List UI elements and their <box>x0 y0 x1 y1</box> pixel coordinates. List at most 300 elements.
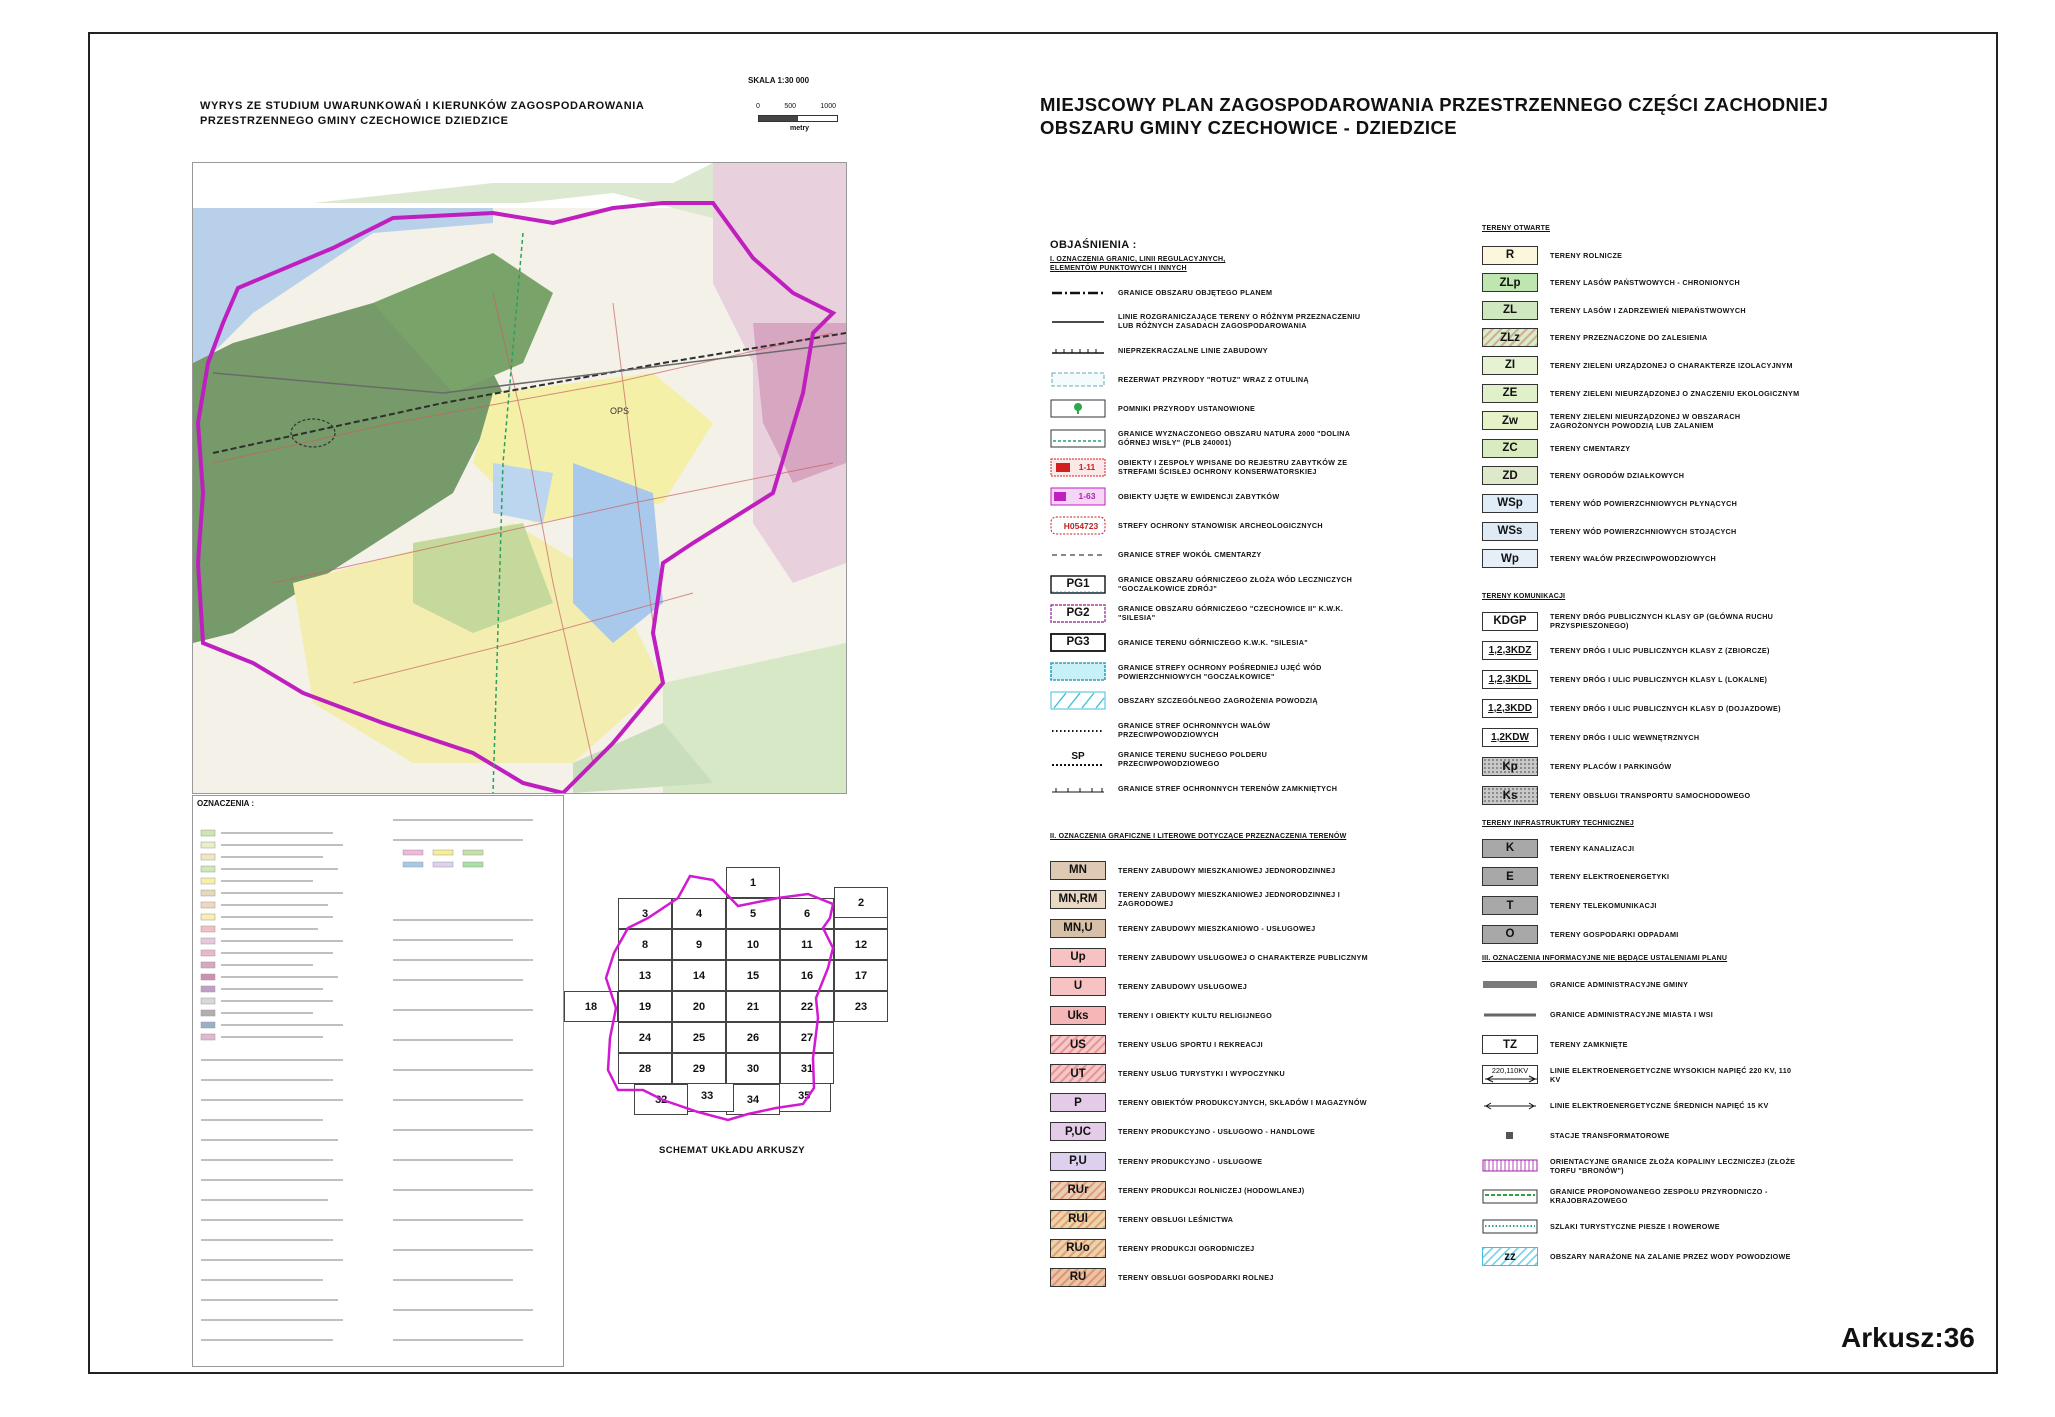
legend-label: TERENY WAŁÓW PRZECIWPOWODZIOWYCH <box>1550 554 1716 564</box>
legend-label: LINIE ELEKTROENERGETYCZNE ŚREDNICH NAPIĘĆ 15 KV <box>1550 1100 1769 1110</box>
legend-label: TERENY DRÓG I ULIC PUBLICZNYCH KLASY L (LOKALNE) <box>1550 674 1768 684</box>
legend-item <box>1050 309 1368 333</box>
legend-symbol <box>1482 356 1538 375</box>
legend-label: OBIEKTY I ZESPOŁY WPISANE DO REJESTRU ZABYTKÓW ZE STREFAMI ŚCISŁEJ OCHRONY KONSERWATORSKIEJ <box>1118 458 1348 477</box>
legend-symbol <box>1050 429 1106 448</box>
legend-label: REZERWAT PRZYRODY "ROTUZ" WRAZ Z OTULINĄ <box>1118 375 1309 385</box>
legend-symbol <box>1050 977 1106 996</box>
legend-label: TERENY DRÓG I ULIC PUBLICZNYCH KLASY Z (ZBIORCZE) <box>1550 645 1770 655</box>
legend-item <box>1050 1207 1368 1231</box>
legend-label: LINIE ROZGRANICZAJĄCE TERENY O RÓŻNYM PRZEZNACZENIU LUB RÓŻNYCH ZASADACH ZAGOSPODAROWANIA <box>1118 312 1361 331</box>
legend-item <box>1482 298 1800 322</box>
sheet-cell: 15 <box>726 960 780 991</box>
legend-code: MN,RM <box>1058 893 1098 906</box>
legend-label: TERENY OBSŁUGI TRANSPORTU SAMOCHODOWEGO <box>1550 791 1751 801</box>
legend-label: TERENY ZIELENI NIEURZĄDZONEJ O ZNACZENIU EKOLOGICZNYM <box>1550 388 1800 398</box>
legend-item <box>1050 974 1368 998</box>
legend-label: TERENY OBIEKTÓW PRODUKCYJNYCH, SKŁADÓW I MAGAZYNÓW <box>1118 1098 1367 1108</box>
legend-symbol <box>1482 699 1538 718</box>
studium-legend-graphics <box>193 810 563 1366</box>
legend-symbol <box>1050 1093 1106 1112</box>
legend-symbol <box>1482 1096 1538 1115</box>
plan-title: MIEJSCOWY PLAN ZAGOSPODAROWANIA PRZESTRZENNEGO CZĘŚCI ZACHODNIEJ OBSZARU GMINY CZECHOWICE - DZIEDZICE <box>1040 94 1829 138</box>
sheet-cell: 20 <box>672 991 726 1022</box>
legend-symbol <box>1482 273 1538 292</box>
legend-symbol <box>1482 867 1538 886</box>
legend-code: Wp <box>1501 552 1519 565</box>
legend-symbol <box>1050 575 1106 594</box>
legend-label: STACJE TRANSFORMATOROWE <box>1550 1131 1670 1140</box>
legend-code: WSp <box>1497 497 1523 510</box>
legend-label: ORIENTACYJNE GRANICE ZŁOŻA KOPALINY LECZNICZEJ (ZŁOŻE TORFU "BRONÓW") <box>1550 1156 1796 1175</box>
legend-code: ZD <box>1502 469 1518 482</box>
legend-item <box>1050 1033 1368 1057</box>
sheet-cell: 22 <box>780 991 834 1022</box>
legend-symbol <box>1050 1064 1106 1083</box>
map-label: OPS <box>610 406 630 416</box>
legend-code: KDGP <box>1493 615 1527 627</box>
legend-code: H054723 <box>1063 520 1099 531</box>
legend-item <box>1482 409 1800 433</box>
scale-unit: metry <box>790 125 810 132</box>
legend-code: PG3 <box>1066 636 1090 649</box>
legend-symbol <box>1050 779 1106 798</box>
legend-symbol <box>1050 1181 1106 1200</box>
legend-symbol <box>1482 786 1538 805</box>
legend-label: TERENY TELEKOMUNIKACJI <box>1550 901 1657 911</box>
legend-symbol <box>1050 312 1106 331</box>
legend-item <box>1050 426 1368 450</box>
sheet-cell: 2 <box>834 887 888 918</box>
legend-code: K <box>1505 842 1515 854</box>
legend-symbol <box>1482 522 1538 541</box>
legend-label: TERENY OGRODÓW DZIAŁKOWYCH <box>1550 471 1685 481</box>
legend-label: GRANICE OBSZARU OBJĘTEGO PLANEM <box>1118 287 1273 297</box>
legend-label: TERENY ZABUDOWY MIESZKANIOWO - USŁUGOWEJ <box>1118 923 1316 933</box>
legend-code: P,U <box>1069 1155 1087 1167</box>
legend-code: ZL <box>1502 304 1518 317</box>
legend-code: PG2 <box>1066 607 1090 620</box>
legend-item <box>1482 271 1800 295</box>
legend-item <box>1050 1120 1368 1144</box>
legend-label: TERENY WÓD POWIERZCHNIOWYCH PŁYNĄCYCH <box>1550 498 1738 508</box>
sheet-cell: 5 <box>726 898 780 929</box>
legend-item <box>1482 836 1800 860</box>
legend-symbol <box>1050 604 1106 623</box>
study-title: WYRYS ZE STUDIUM UWARUNKOWAŃ I KIERUNKÓW ZAGOSPODAROWANIA PRZESTRZENNEGO GMINY CZECHOWICE DZIEDZICE <box>200 100 645 127</box>
legend-item <box>1482 922 1800 946</box>
legend-label: TERENY PLACÓW I PARKINGÓW <box>1550 762 1672 771</box>
legend-label: GRANICE PROPONOWANEGO ZESPOŁU PRZYRODNICZO - KRAJOBRAZOWEGO <box>1550 1187 1768 1206</box>
legend-label: TERENY PRODUKCJI ROLNICZEJ (HODOWLANEJ) <box>1118 1185 1305 1195</box>
sheet-cell: 4 <box>672 898 726 929</box>
legend-label: OBSZARY NARAŻONE NA ZALANIE PRZEZ WODY POWODZIOWE <box>1550 1252 1791 1262</box>
legend-code: MN <box>1069 864 1087 876</box>
legend-item <box>1050 455 1368 479</box>
legend-item <box>1482 519 1800 543</box>
legend-label: SZLAKI TURYSTYCZNE PIESZE I ROWEROWE <box>1550 1221 1720 1231</box>
legend-code: 1,2KDW <box>1491 731 1529 743</box>
legend-code: TZ <box>1502 1038 1518 1051</box>
legend-symbol <box>1482 246 1538 265</box>
scale-ticks <box>756 103 836 110</box>
legend-infra-heading: TERENY INFRASTRUKTURY TECHNICZNEJ <box>1482 820 1634 827</box>
sheet-cell: 9 <box>672 929 726 960</box>
legend-label: TERENY PRODUKCYJNO - USŁUGOWE <box>1118 1156 1263 1166</box>
legend-label: OBSZARY SZCZEGÓLNEGO ZAGROŻENIA POWODZIĄ <box>1118 696 1318 706</box>
legend-label: TERENY PRZEZNACZONE DO ZALESIENIA <box>1550 333 1708 343</box>
sheet-cell: 35 <box>777 1081 831 1112</box>
legend-item <box>1050 747 1368 771</box>
sheet-cell: 19 <box>618 991 672 1022</box>
legend-code: 1,2,3KDL <box>1488 673 1532 685</box>
legend-item <box>1050 1091 1368 1115</box>
legend-label: TERENY ZIELENI URZĄDZONEJ O CHARAKTERZE IZOLACYJNYM <box>1550 360 1793 370</box>
legend-item <box>1482 1245 1800 1269</box>
legend-symbol <box>1482 757 1538 776</box>
legend-code: 1,2,3KDD <box>1488 702 1532 714</box>
legend-symbol <box>1050 633 1106 652</box>
legend-item <box>1050 338 1368 362</box>
legend-label: TERENY ELEKTROENERGETYKI <box>1550 872 1670 882</box>
legend-item <box>1482 696 1800 720</box>
legend-label: TERENY PRODUKCYJNO - USŁUGOWO - HANDLOWE <box>1118 1127 1316 1137</box>
legend-item <box>1482 638 1800 662</box>
legend-label: TERENY USŁUG SPORTU I REKREACJI <box>1118 1040 1263 1050</box>
studium-legend-heading: OZNACZENIA : <box>197 799 255 808</box>
legend-symbol <box>1050 1006 1106 1025</box>
sheet-cell: 23 <box>834 991 888 1022</box>
legend-item <box>1482 1033 1800 1057</box>
legend-code: US <box>1070 1038 1086 1051</box>
legend-item <box>1050 1004 1368 1028</box>
legend-item <box>1482 755 1800 779</box>
legend-symbol <box>1050 1122 1106 1141</box>
legend-code: ZLp <box>1499 276 1521 289</box>
scale-tick: 0 <box>756 103 760 110</box>
legend-symbol <box>1482 439 1538 458</box>
legend-label: TERENY OBSŁUGI GOSPODARKI ROLNEJ <box>1118 1272 1274 1282</box>
legend-item <box>1482 725 1800 749</box>
legend-symbol <box>1050 516 1106 535</box>
legend-item <box>1482 1063 1800 1087</box>
sheet-cell: 27 <box>780 1022 834 1053</box>
legend-label: TERENY PRODUKCJI OGRODNICZEJ <box>1118 1243 1255 1253</box>
sheet-cell: 10 <box>726 929 780 960</box>
legend-label: TERENY DRÓG PUBLICZNYCH KLASY GP (GŁÓWNA RUCHU PRZYSPIESZONEGO) <box>1550 612 1774 630</box>
legend-code: RUl <box>1068 1213 1088 1226</box>
scale-tick: 1000 <box>820 103 836 110</box>
legend-label: TERENY GOSPODARKI ODPADAMI <box>1550 929 1679 939</box>
legend-code: ZC <box>1502 442 1518 455</box>
legend-item <box>1050 858 1368 882</box>
sheet-number: Arkusz:36 <box>1841 1322 1975 1353</box>
legend-code: RUo <box>1066 1242 1090 1255</box>
legend-item <box>1482 491 1800 515</box>
legend-symbol <box>1482 1217 1538 1236</box>
sheet-cell: 33 <box>680 1081 734 1112</box>
legend-item <box>1050 1062 1368 1086</box>
sheet-cell: 11 <box>780 929 834 960</box>
legend-symbol <box>1482 1187 1538 1206</box>
studium-map <box>192 162 847 794</box>
legend-section-1: I. OZNACZENIA GRANIC, LINII REGULACYJNYCH, ELEMENTÓW PUNKTOWYCH I INNYCH <box>1050 256 1226 272</box>
legend-code: Kp <box>1502 760 1518 773</box>
legend-label: TERENY DRÓG I ULIC PUBLICZNYCH KLASY D (DOJAZDOWE) <box>1550 703 1781 713</box>
legend-label: GRANICE ADMINISTRACYJNE MIASTA I WSI <box>1550 1009 1714 1019</box>
sheet-cell: 34 <box>726 1084 780 1115</box>
sheet-cell: 32 <box>634 1084 688 1115</box>
legend-symbol <box>1050 890 1106 909</box>
legend-item <box>1482 972 1800 996</box>
legend-item <box>1482 436 1800 460</box>
scheme-label: SCHEMAT UKŁADU ARKUSZY <box>659 1145 806 1156</box>
legend-symbol <box>1050 1152 1106 1171</box>
legend-symbol <box>1482 925 1538 944</box>
legend-symbol <box>1050 545 1106 564</box>
sheet-cell: 25 <box>672 1022 726 1053</box>
legend-symbol <box>1050 399 1106 418</box>
legend-symbol <box>1482 1065 1538 1084</box>
scale-label: SKALA 1:30 000 <box>748 76 810 85</box>
legend-symbol <box>1482 728 1538 747</box>
legend-symbol <box>1482 466 1538 485</box>
legend-label: TERENY DRÓG I ULIC WEWNĘTRZNYCH <box>1550 732 1700 742</box>
legend-label: GRANICE TERENU SUCHEGO POLDERU PRZECIWPOWODZIOWEGO <box>1118 750 1268 769</box>
legend-code: ZI <box>1504 359 1516 372</box>
legend-label: TERENY ZABUDOWY MIESZKANIOWEJ JEDNORODZINNEJ <box>1118 865 1336 875</box>
legend-item <box>1050 718 1368 742</box>
legend-label: GRANICE STREF OCHRONNYCH WAŁÓW PRZECIWPOWODZIOWYCH <box>1118 721 1271 739</box>
sheet-cell: 3 <box>618 898 672 929</box>
sheet-cell: 26 <box>726 1022 780 1053</box>
legend-symbol <box>1482 641 1538 660</box>
legend-item <box>1482 1002 1800 1026</box>
sheet-cell: 28 <box>618 1053 672 1084</box>
legend-symbol <box>1482 1126 1538 1145</box>
scheme-boundary <box>588 858 848 1138</box>
legend-code: UT <box>1070 1067 1086 1080</box>
legend-symbol <box>1482 549 1538 568</box>
sheet-cell: 1 <box>726 867 780 898</box>
legend-code: Uks <box>1067 1009 1089 1022</box>
legend-symbol <box>1050 721 1106 740</box>
legend-item <box>1050 1149 1368 1173</box>
legend-item <box>1050 945 1368 969</box>
legend-label: TERENY OBSŁUGI LEŚNICTWA <box>1118 1214 1234 1224</box>
legend-item <box>1482 1093 1800 1117</box>
legend-symbol <box>1050 1210 1106 1229</box>
legend-label: TERENY ZABUDOWY USŁUGOWEJ O CHARAKTERZE PUBLICZNYM <box>1118 952 1368 962</box>
sheet-cell: 30 <box>726 1053 780 1084</box>
legend-symbol <box>1482 975 1538 994</box>
legend-item <box>1482 784 1800 808</box>
legend-symbol <box>1482 896 1538 915</box>
legend-code: Up <box>1070 951 1086 964</box>
sheet-scheme <box>584 858 868 1138</box>
legend-label: LINIE ELEKTROENERGETYCZNE WYSOKICH NAPIĘĆ 220 KV, 110 KV <box>1550 1065 1792 1084</box>
scale-tick: 500 <box>784 103 796 110</box>
legend-item <box>1482 381 1800 405</box>
sheet-cell: 24 <box>618 1022 672 1053</box>
legend-label: TERENY USŁUG TURYSTYKI I WYPOCZYNKU <box>1118 1069 1286 1079</box>
legend-item <box>1050 689 1368 713</box>
legend-label: STREFY OCHRONY STANOWISK ARCHEOLOGICZNYCH <box>1118 521 1323 531</box>
legend-item <box>1050 887 1368 911</box>
legend-symbol <box>1050 750 1106 769</box>
sheet-cell: 16 <box>780 960 834 991</box>
legend-symbol <box>1482 328 1538 347</box>
legend-symbol <box>1482 301 1538 320</box>
legend-section-2: II. OZNACZENIA GRAFICZNE I LITEROWE DOTYCZĄCE PRZEZNACZENIA TERENÓW <box>1050 833 1347 840</box>
sheet-cell: 29 <box>672 1053 726 1084</box>
legend-code: P <box>1074 1096 1082 1109</box>
legend-code: MN,U <box>1063 922 1093 935</box>
legend-code: zz <box>1504 1250 1516 1263</box>
legend-symbol <box>1050 691 1106 710</box>
legend-symbol <box>1050 662 1106 681</box>
legend-label: TERENY ZAMKNIĘTE <box>1550 1040 1628 1050</box>
legend-code: RU <box>1069 1271 1087 1284</box>
legend-item <box>1482 609 1800 633</box>
legend-item <box>1482 243 1800 267</box>
legend-item <box>1050 368 1368 392</box>
legend-label: GRANICE OBSZARU GÓRNICZEGO "CZECHOWICE II" K.W.K. "SILESIA" <box>1118 604 1344 623</box>
legend-code: 1-63 <box>1078 491 1096 502</box>
legend-code: 220,110KV <box>1491 1065 1529 1075</box>
legend-item <box>1482 865 1800 889</box>
legend-label: GRANICE STREF OCHRONNYCH TERENÓW ZAMKNIĘTYCH <box>1118 783 1338 793</box>
legend-label: TERENY LASÓW I ZADRZEWIEŃ NIEPAŃSTWOWYCH <box>1550 305 1746 315</box>
legend-symbol <box>1482 1156 1538 1175</box>
sheet-cell: 31 <box>780 1053 834 1084</box>
legend-label: GRANICE TERENU GÓRNICZEGO K.W.K. "SILESIA" <box>1118 637 1308 647</box>
legend-code: RUr <box>1067 1184 1089 1197</box>
legend-symbol <box>1482 411 1538 430</box>
legend-code: WSs <box>1497 525 1523 537</box>
legend-code: 1-11 <box>1078 462 1096 473</box>
legend-item <box>1050 514 1368 538</box>
sheet-cell: 12 <box>834 929 888 960</box>
legend-symbol <box>1482 384 1538 403</box>
sheet-cell: 8 <box>618 929 672 960</box>
legend-symbol <box>1482 612 1538 631</box>
legend-symbol <box>1050 1268 1106 1287</box>
legend-symbol <box>1050 458 1106 477</box>
legend-item <box>1482 1154 1800 1178</box>
legend-item <box>1482 353 1800 377</box>
legend-item <box>1482 1184 1800 1208</box>
legend-symbol <box>1482 1035 1538 1054</box>
legend-item <box>1482 667 1800 691</box>
legend-code: SP <box>1071 750 1085 762</box>
sheet-cell: 18 <box>564 991 618 1022</box>
legend-code: U <box>1073 980 1083 993</box>
legend-symbol <box>1050 919 1106 938</box>
legend-item <box>1050 572 1368 596</box>
studium-legend <box>192 795 564 1367</box>
legend-label: GRANICE ADMINISTRACYJNE GMINY <box>1550 979 1689 989</box>
legend-label: GRANICE STREF WOKÓŁ CMENTARZY <box>1118 550 1262 560</box>
legend-label: GRANICE OBSZARU GÓRNICZEGO ZŁOŻA WÓD LECZNICZYCH "GOCZAŁKOWICE ZDRÓJ" <box>1118 575 1353 593</box>
legend-label: POMNIKI PRZYRODY USTANOWIONE <box>1118 404 1256 414</box>
legend-comm-heading: TERENY KOMUNIKACJI <box>1482 593 1566 600</box>
legend-item <box>1050 397 1368 421</box>
legend-item <box>1050 1236 1368 1260</box>
legend-item <box>1050 601 1368 625</box>
legend-label: OBIEKTY UJĘTE W EWIDENCJI ZABYTKÓW <box>1118 491 1280 501</box>
legend-symbol <box>1482 1247 1538 1266</box>
legend-label: TERENY LASÓW PAŃSTWOWYCH - CHRONIONYCH <box>1550 278 1741 288</box>
legend-label: NIEPRZEKRACZALNE LINIE ZABUDOWY <box>1118 345 1268 355</box>
legend-code: T <box>1506 899 1514 912</box>
legend-label: GRANICE WYZNACZONEGO OBSZARU NATURA 2000 "DOLINA GÓRNEJ WISŁY" (PLB 240001) <box>1118 429 1350 447</box>
legend-symbol <box>1050 861 1106 880</box>
legend-item <box>1050 1178 1368 1202</box>
legend-label: TERENY I OBIEKTY KULTU RELIGIJNEGO <box>1118 1011 1272 1020</box>
scale-bar <box>758 115 838 122</box>
legend-item <box>1050 1265 1368 1289</box>
legend-heading: OBJAŚNIENIA : <box>1050 239 1137 251</box>
legend-label: TERENY ZABUDOWY MIESZKANIOWEJ JEDNORODZINNEJ I ZAGRODOWEJ <box>1118 890 1340 909</box>
legend-label: TERENY KANALIZACJI <box>1550 843 1635 853</box>
legend-info-heading: III. OZNACZENIA INFORMACYJNE NIE BĘDĄCE USTALENIAMI PLANU <box>1482 955 1728 962</box>
legend-symbol <box>1482 670 1538 689</box>
sheet-cell: 17 <box>834 960 888 991</box>
sheet-cell: 13 <box>618 960 672 991</box>
legend-label: TERENY WÓD POWIERZCHNIOWYCH STOJĄCYCH <box>1550 526 1737 536</box>
sheet-cell: 21 <box>726 991 780 1022</box>
legend-code: O <box>1505 928 1515 941</box>
legend-label: TERENY ZIELENI NIEURZĄDZONEJ W OBSZARACH ZAGROŻONYCH POWODZIĄ LUB ZALANIEM <box>1550 411 1741 430</box>
legend-item <box>1050 543 1368 567</box>
legend-label: TERENY CMENTARZY <box>1550 443 1631 453</box>
legend-code: E <box>1506 870 1514 883</box>
legend-item <box>1482 464 1800 488</box>
legend-label: TERENY ROLNICZE <box>1550 250 1623 260</box>
legend-label: GRANICE STREFY OCHRONY POŚREDNIEJ UJĘĆ WÓD POWIERZCHNIOWYCH "GOCZAŁKOWICE" <box>1118 662 1322 681</box>
legend-code: P,UC <box>1065 1125 1091 1138</box>
legend-symbol <box>1482 839 1538 858</box>
legend-item <box>1050 660 1368 684</box>
legend-item <box>1482 1124 1800 1148</box>
legend-label: TERENY ZABUDOWY USŁUGOWEJ <box>1118 981 1248 991</box>
legend-item <box>1482 326 1800 350</box>
legend-symbol <box>1050 1239 1106 1258</box>
legend-item <box>1050 776 1368 800</box>
legend-item <box>1482 547 1800 571</box>
legend-code: Zw <box>1502 414 1518 427</box>
legend-item <box>1050 916 1368 940</box>
legend-symbol <box>1050 341 1106 360</box>
legend-item <box>1050 630 1368 654</box>
legend-code: ZLz <box>1500 331 1520 344</box>
legend-item <box>1482 894 1800 918</box>
legend-symbol <box>1050 1035 1106 1054</box>
legend-symbol <box>1050 283 1106 302</box>
legend-code: PG1 <box>1066 578 1090 590</box>
legend-open-heading: TERENY OTWARTE <box>1482 225 1551 232</box>
legend-item <box>1050 280 1368 304</box>
legend-symbol <box>1482 494 1538 513</box>
legend-code: R <box>1505 249 1515 261</box>
legend-code: 1,2,3KDZ <box>1488 644 1532 656</box>
legend-symbol <box>1050 948 1106 967</box>
legend-code: ZE <box>1502 387 1518 399</box>
sheet-cell: 6 <box>780 898 834 929</box>
legend-symbol <box>1482 1005 1538 1024</box>
legend-item <box>1482 1214 1800 1238</box>
